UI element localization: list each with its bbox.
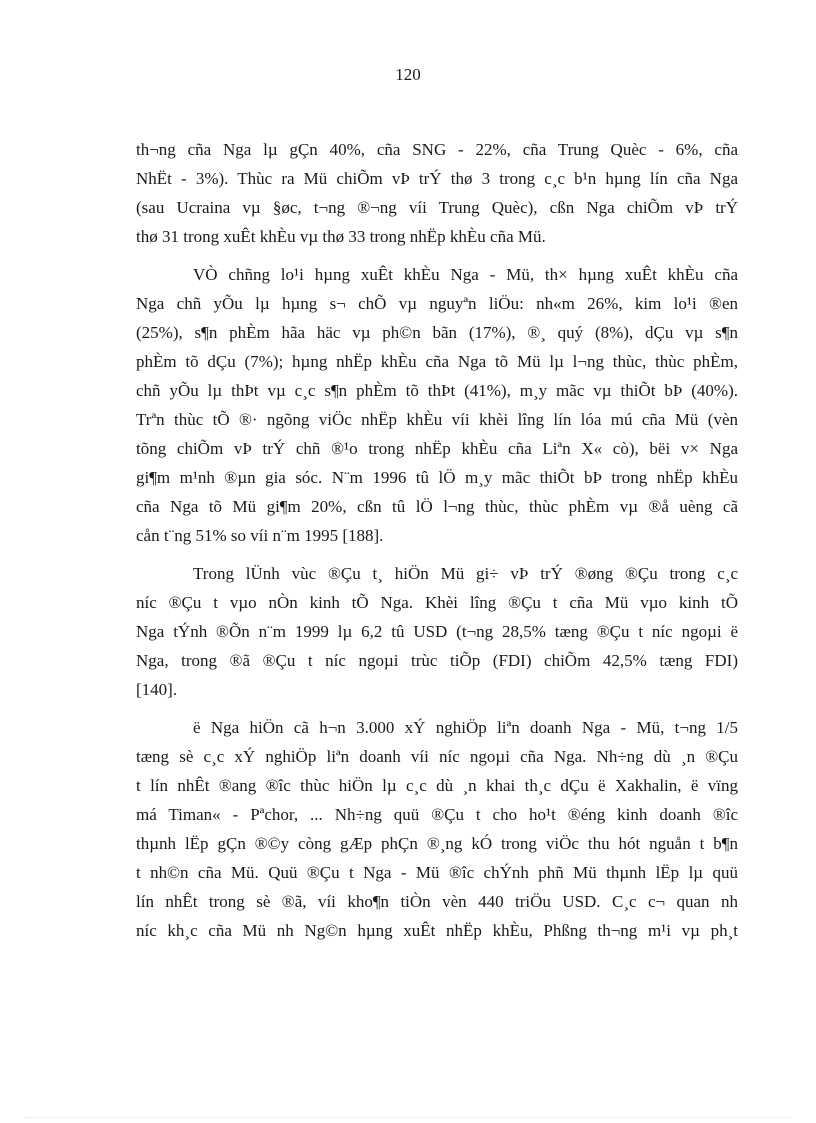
body-text bbox=[136, 135, 738, 945]
text-line: t lín nhÊt ®ang ®îc thùc hiÖn lµ c¸c dù ¸n khai th¸c dÇu ë Xakhalin, ë vïng bbox=[136, 776, 738, 795]
text-line: tæng sè c¸c xÝ nghiÖp liªn doanh víi níc ngoµi cña Nga. Nh÷ng dù ¸n ®Çu bbox=[136, 747, 738, 766]
paragraph-gap bbox=[136, 251, 738, 260]
page-number: 120 bbox=[395, 65, 421, 84]
text-line: lín nhÊt trong sè ®ã, víi kho¶n tiÒn vèn 440 triÖu USD. C¸c c¬ quan nh bbox=[136, 892, 738, 911]
text-line: má Timan« - Pªchor, ... Nh÷ng quü ®Çu t cho ho¹t ®éng kinh doanh ®îc bbox=[136, 805, 738, 824]
text-line: Nga, trong ®ã ®Çu t níc ngoµi trùc tiÕp (FDI) chiÕm 42,5% tæng FDI) bbox=[136, 651, 738, 670]
text-line: [140]. bbox=[136, 680, 178, 699]
text-line: thµnh lËp gÇn ®©y còng gÆp phÇn ®¸ng kÓ trong viÖc thu hót nguån t b¶n bbox=[136, 834, 738, 853]
text-line: gi¶m m¹nh ®µn gia sóc. N¨m 1996 tû lÖ m¸y mãc thiÕt bÞ trong nhËp khÈu bbox=[136, 468, 738, 487]
text-line: níc ®Çu t vµo nÒn kinh tÕ Nga. Khèi lîng ®Çu t cña Mü vµo kinh tÕ bbox=[136, 593, 738, 612]
text-line: Trªn thùc tÕ ®· ngõng viÖc nhËp khÈu víi khèi lîng lín lóa mú cña Mü (vèn bbox=[136, 410, 738, 429]
text-line: Nga chñ yÕu lµ hµng s¬ chÕ vµ nguyªn liÖu: nh«m 26%, kim lo¹i ®en bbox=[136, 294, 738, 313]
text-line: thø 31 trong xuÊt khÈu vµ thø 33 trong nhËp khÈu cña Mü. bbox=[136, 227, 546, 246]
text-line: cån t¨ng 51% so víi n¨m 1995 [188]. bbox=[136, 526, 384, 545]
page-bottom-divider bbox=[24, 1117, 792, 1118]
text-line: chñ yÕu lµ thÞt vµ c¸c s¶n phÈm tõ thÞt (41%), m¸y mãc vµ thiÕt bÞ (40%). bbox=[136, 381, 738, 400]
paragraph-4 bbox=[136, 713, 738, 945]
text-line: th¬ng cña Nga lµ gÇn 40%, cña SNG - 22%, cña Trung Quèc - 6%, cña bbox=[136, 140, 738, 159]
text-line: Trong lÜnh vùc ®Çu t¸ hiÖn Mü gi÷ vÞ trÝ ®øng ®Çu trong c¸c bbox=[193, 564, 738, 583]
text-line: t nh©n cña Mü. Quü ®Çu t Nga - Mü ®îc chÝnh phñ Mü thµnh lËp lµ quü bbox=[136, 863, 738, 882]
text-line: VÒ chñng lo¹i hµng xuÊt khÈu Nga - Mü, th× hµng xuÊt khÈu cña bbox=[193, 265, 738, 284]
text-line: níc kh¸c cña Mü nh Ng©n hµng xuÊt nhËp khÈu, Phßng th¬ng m¹i vµ ph¸t bbox=[136, 921, 738, 940]
paragraph-2 bbox=[136, 260, 738, 550]
text-line: phÈm tõ dÇu (7%); hµng nhËp khÈu cña Nga tõ Mü lµ l¬ng thùc, thùc phÈm, bbox=[136, 352, 738, 371]
text-line: tõng chiÕm vÞ trÝ chñ ®¹o trong nhËp khÈu cña Liªn X« cò), bëi v× Nga bbox=[136, 439, 738, 458]
paragraph-1 bbox=[136, 135, 738, 251]
paragraph-gap bbox=[136, 550, 738, 559]
text-line: Nga tÝnh ®Õn n¨m 1999 lµ 6,2 tû USD (t¬ng 28,5% tæng ®Çu t níc ngoµi ë bbox=[136, 622, 738, 641]
text-line: (25%), s¶n phÈm hãa häc vµ ph©n bãn (17%), ®¸ quý (8%), dÇu vµ s¶n bbox=[136, 323, 738, 342]
text-line: ë Nga hiÖn cã h¬n 3.000 xÝ nghiÖp liªn doanh Nga - Mü, t¬ng 1/5 bbox=[193, 718, 738, 737]
paragraph-gap bbox=[136, 704, 738, 713]
paragraph-3 bbox=[136, 559, 738, 704]
text-line: NhËt - 3%). Thùc ra Mü chiÕm vÞ trÝ thø 3 trong c¸c b¹n hµng lín cña Nga bbox=[136, 169, 738, 188]
text-line: (sau Ucraina vµ §øc, t¬ng ®¬ng víi Trung Quèc), cßn Nga chiÕm vÞ trÝ bbox=[136, 198, 738, 217]
text-line: cña Nga tõ Mü gi¶m 20%, cßn tû lÖ l¬ng thùc, thùc phÈm vµ ®å uèng cã bbox=[136, 497, 738, 516]
